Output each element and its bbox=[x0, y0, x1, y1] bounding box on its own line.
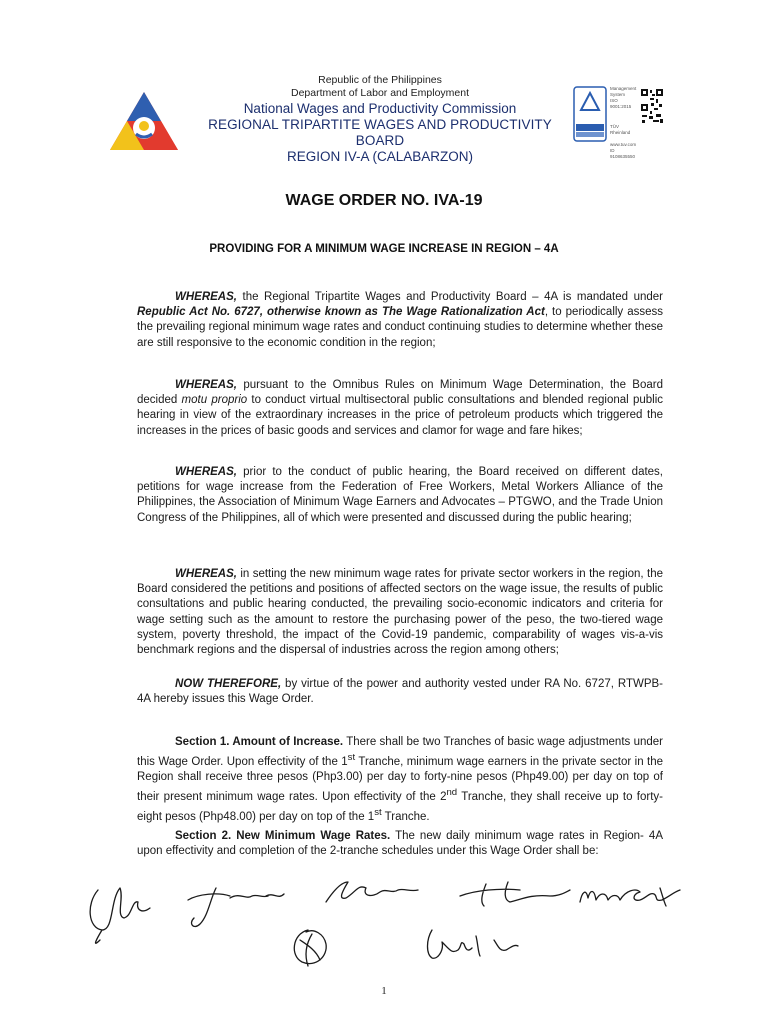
ordinal-suffix: st bbox=[374, 807, 382, 819]
paragraph-text: The new daily minimum wage rates in Region- 4A upon effectivity and completion of the 2-tranche schedules under this Wage Order shall be: bbox=[137, 830, 663, 858]
dole-nwpc-logo bbox=[108, 90, 180, 152]
signature-6 bbox=[294, 930, 326, 966]
letterhead-line-nwpc: National Wages and Productivity Commission bbox=[243, 101, 517, 116]
signature-3 bbox=[326, 882, 418, 902]
page-number: 1 bbox=[381, 985, 387, 997]
ordinal-suffix: nd bbox=[446, 787, 458, 799]
paragraph-text: to conduct virtual multisectoral public consultations and blended regional public hearing in view of the extraordinary increases in the price of petroleum products which triggered the increases in the prices of basic goods and services and clamor for wage and fare hikes; bbox=[137, 394, 664, 437]
section-1-heading: Section 1. Amount of Increase. bbox=[175, 736, 344, 748]
cert-text-line: ISO 9001:2015 bbox=[610, 98, 632, 109]
whereas-paragraph-4 bbox=[137, 567, 663, 658]
qr-code-icon bbox=[640, 88, 664, 124]
whereas-paragraph-3 bbox=[137, 465, 663, 526]
letterhead-line-dole: Department of Labor and Employment bbox=[290, 87, 469, 99]
paragraph-text: There shall be two Tranches of basic wage adjustments under this Wage Order. Upon effectivity of the 1 bbox=[137, 736, 663, 769]
now-therefore-lead: NOW THEREFORE, bbox=[175, 678, 282, 690]
republic-act-reference: Republic Act No. 6727, otherwise known as The Wage Rationalization Act bbox=[137, 306, 545, 319]
signature-5 bbox=[580, 888, 680, 906]
section-2-heading: Section 2. New Minimum Wage Rates. bbox=[175, 830, 391, 842]
now-therefore-paragraph bbox=[137, 677, 663, 707]
paragraph-text: pursuant to the Omnibus Rules on Minimum Wage Determination, the Board decided bbox=[137, 379, 663, 407]
letterhead-line-region: REGION IV-A (CALABARZON) bbox=[286, 149, 474, 164]
paragraph-text: , to periodically assess the prevailing regional minimum wage rates and conduct continuing studies to determine whether these are still responsive to the economic condition in the region; bbox=[137, 306, 663, 349]
motu-proprio-text: motu proprio bbox=[181, 394, 248, 407]
wage-order-title: WAGE ORDER NO. IVA-19 bbox=[285, 192, 483, 209]
letterhead bbox=[190, 74, 570, 165]
paragraph-text: in setting the new minimum wage rates for private sector workers in the region, the Board considered the petitions and positions of affected sectors on the wage issue, the results of public consultations and public hearing conducted, the prevailing socio-economic indicators and criteria for wage setting such as the amount to restore the purchasing power of the peso, the two-tiered wage system, poverty threshold, the impact of the Covid-19 pandemic, comparability of wages vis-a-vis benchmark regions and the dispersal of industries across the region among others; bbox=[137, 568, 663, 657]
ordinal-suffix: st bbox=[347, 752, 356, 764]
section-2-paragraph bbox=[137, 829, 663, 859]
whereas-paragraph-2 bbox=[137, 378, 663, 439]
paragraph-text: Tranche. bbox=[381, 811, 430, 824]
paragraph-text: Tranche, minimum wage earners in the private sector in the Region shall receive three pesos (Php3.00) per day to forty-nine pesos (Php49.00) per day on top of their present minimum wage rates. Upon effectivity of the 2 bbox=[137, 756, 663, 804]
cert-footer-line: ID 9108635550 bbox=[610, 148, 636, 159]
letterhead-line-rtwpb: REGIONAL TRIPARTITE WAGES AND PRODUCTIVITY BOARD bbox=[208, 117, 552, 148]
whereas-paragraph-1 bbox=[137, 290, 663, 351]
signature-4 bbox=[460, 882, 570, 906]
whereas-lead: WHEREAS, bbox=[175, 466, 237, 478]
whereas-lead: WHEREAS, bbox=[175, 568, 237, 580]
whereas-lead: WHEREAS, bbox=[175, 291, 237, 303]
paragraph-text: prior to the conduct of public hearing, the Board received on different dates, petitions for wage increase from the Federation of Free Workers, Metal Workers Alliance of the Philippines, the Association of Minimum Wage Earners and Advocates – PTGWO, and the Trade Union Congress of the Philippines, all of which were presented and discussed during the public hearing; bbox=[137, 466, 663, 524]
cert-brand: TÜV Rheinland bbox=[610, 124, 631, 135]
paragraph-text: the Regional Tripartite Wages and Productivity Board – 4A is mandated under bbox=[236, 291, 663, 303]
whereas-lead: WHEREAS, bbox=[175, 379, 237, 391]
cert-footer-line: www.tuv.com bbox=[610, 142, 637, 147]
signature-7 bbox=[428, 930, 519, 958]
letterhead-line-republic: Republic of the Philippines bbox=[318, 74, 442, 86]
section-1-paragraph bbox=[137, 735, 663, 826]
cert-text-line: System bbox=[610, 92, 626, 97]
signature-2 bbox=[188, 888, 284, 926]
wage-order-subtitle: PROVIDING FOR A MINIMUM WAGE INCREASE IN REGION – 4A bbox=[209, 243, 559, 255]
paragraph-text: by virtue of the power and authority vested under RA No. 6727, RTWPB-4A hereby issues this Wage Order. bbox=[137, 678, 663, 706]
iso-certification-badge bbox=[573, 86, 607, 142]
certification-text bbox=[610, 86, 640, 160]
cert-text-line: Management bbox=[610, 86, 637, 91]
signature-1 bbox=[90, 888, 150, 930]
paragraph-text: Tranche, they shall receive up to forty-eight pesos (Php48.00) per day on top of the 1 bbox=[137, 791, 663, 824]
board-signatures bbox=[80, 870, 690, 980]
